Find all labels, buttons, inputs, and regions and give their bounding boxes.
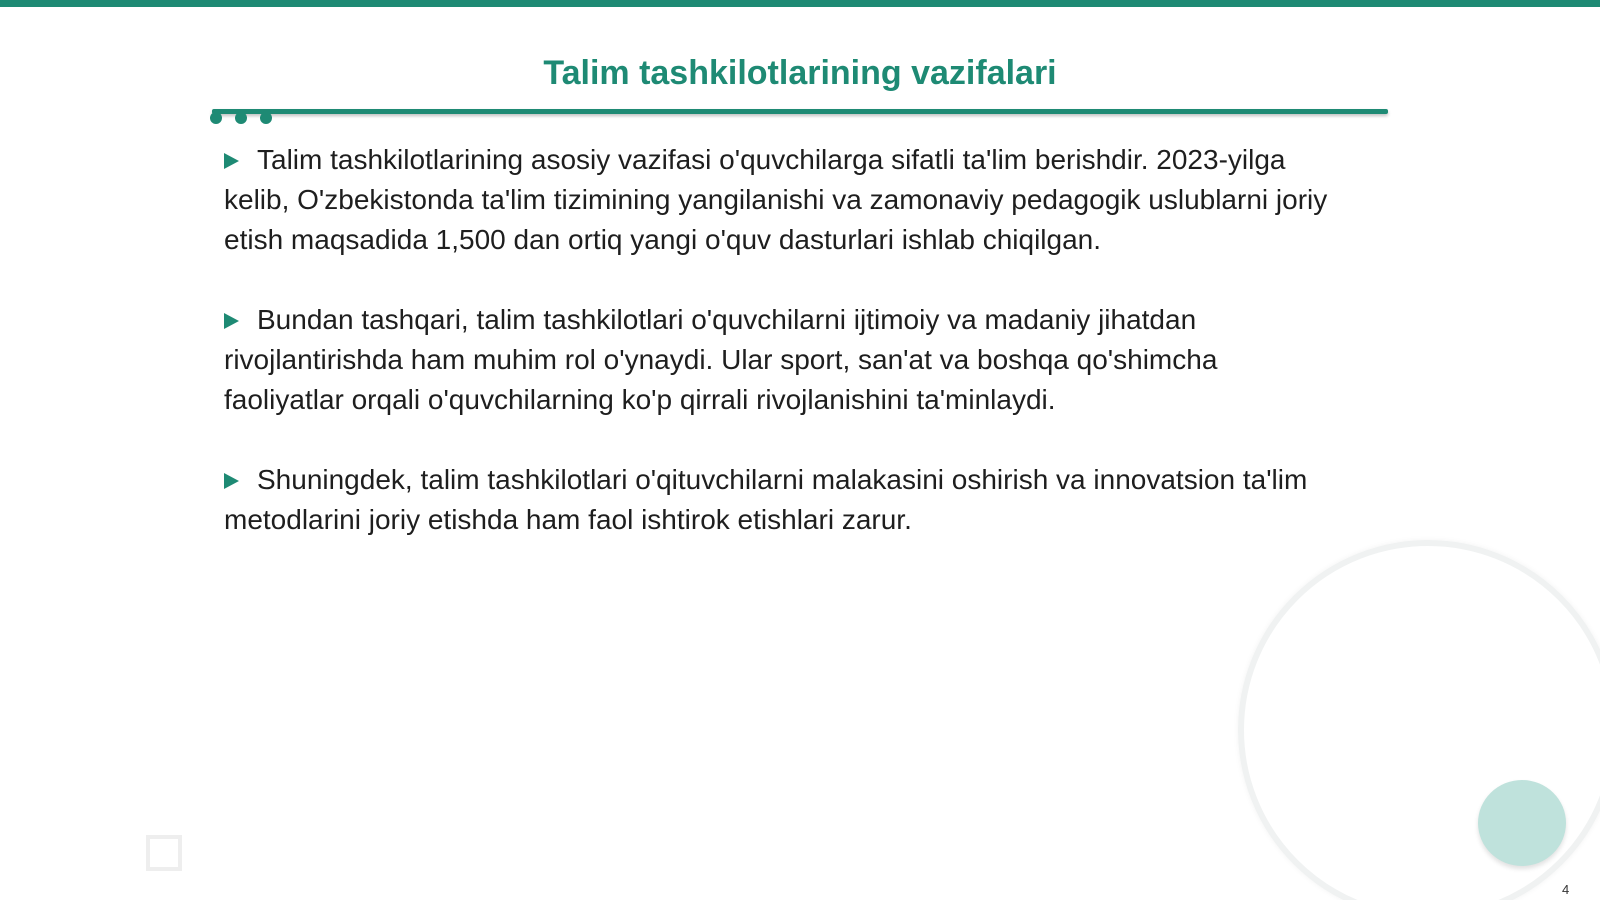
decorative-dot [235,112,247,124]
title-underline [212,109,1388,114]
bullet-paragraph [224,460,1344,540]
paragraph-text: Shuningdek, talim tashkilotlari o'qituvchilarni malakasini oshirish va innovatsion ta'lim metodlarini joriy etishda ham faol ishtirok etishlari zarur. [224,464,1308,535]
triangle-right-icon [224,473,239,489]
slide-title: Talim tashkilotlarining vazifalari [543,54,1057,92]
paragraph-text: Bundan tashqari, talim tashkilotlari o'quvchilarni ijtimoiy va madaniy jihatdan rivojlantirishda ham muhim rol o'ynaydi. Ular sport, san'at va boshqa qo'shimcha faoliyatlar orqali o'quvchilarning ko'p qirrali rivojlanishini ta'minlaydi. [224,304,1218,415]
decorative-square [146,835,182,871]
bullet-list [224,140,1344,580]
bullet-paragraph [224,300,1344,420]
decorative-dot [260,112,272,124]
top-accent-bar [0,0,1600,7]
triangle-right-icon [224,313,239,329]
triangle-right-icon [224,153,239,169]
page-number: 4 [1562,882,1570,897]
decorative-circle [1478,780,1566,866]
paragraph-text: Talim tashkilotlarining asosiy vazifasi o'quvchilarga sifatli ta'lim berishdir. 2023-yilga kelib, O'zbekistonda ta'lim tizimining yangilanishi va zamonaviy pedagogik uslublarni joriy etish maqsadida 1,500 dan ortiq yangi o'quv dasturlari ishlab chiqilgan. [224,144,1328,255]
decorative-dot [210,112,222,124]
bullet-paragraph [224,140,1344,260]
